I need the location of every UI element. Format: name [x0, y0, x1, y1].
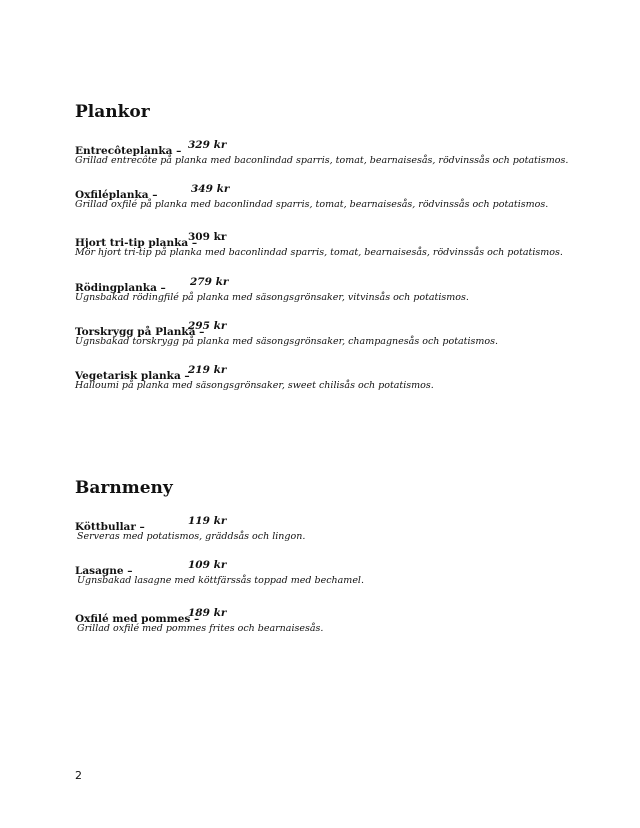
item-description: Grillad entrecôte på planka med baconlindad sparris, tomat, bearnaisesås, rödvinssås och potatismos. [75, 155, 569, 166]
menu-item-oxfile-med-pommes [75, 607, 620, 634]
item-description: Ugnsbakad lasagne med köttfärssås toppad med bechamel. [77, 575, 364, 586]
item-description: Ugnsbakad torskrygg på planka med säsongsgrönsaker, champagnesås och potatismos. [75, 336, 499, 347]
item-price: 189 kr [188, 607, 227, 619]
menu-item-vegetarisk-planka [75, 364, 620, 391]
menu-item-kottbullar [75, 515, 620, 542]
item-price: 219 kr [188, 364, 227, 376]
section-title-barnmeny: Barnmeny [75, 478, 173, 498]
item-price: 279 kr [190, 276, 229, 288]
item-name: Köttbullar – [75, 521, 145, 533]
item-name: Lasagne – [75, 565, 133, 577]
item-description: Serveras med potatismos, gräddsås och lingon. [77, 531, 306, 542]
item-description: Ugnsbakad rödingfilé på planka med säsongsgrönsaker, vitvinsås och potatismos. [75, 292, 469, 303]
item-description: Mör hjort tri-tip på planka med baconlindad sparris, tomat, bearnaisesås, rödvinssås och potatismos. [75, 247, 563, 258]
item-description: Grillad oxfilé med pommes frites och bearnaisesås. [77, 623, 324, 634]
page-number: 2 [75, 769, 82, 782]
item-price: 309 kr [188, 231, 227, 243]
menu-item-torskrygg-pa-planka [75, 320, 620, 347]
section-title-plankor: Plankor [75, 102, 150, 122]
item-name: Rödingplanka – [75, 282, 166, 294]
item-price: 349 kr [191, 183, 230, 195]
menu-item-oxfileplanka [75, 183, 620, 210]
item-name: Torskrygg på Planka – [75, 326, 205, 338]
item-price: 295 kr [188, 320, 227, 332]
menu-item-lasagne [75, 559, 620, 586]
item-name: Oxfilé med pommes – [75, 613, 200, 625]
item-price: 119 kr [188, 515, 227, 527]
item-description: Halloumi på planka med säsongsgrönsaker, sweet chilisås och potatismos. [75, 380, 434, 391]
item-price: 329 kr [188, 139, 227, 151]
menu-item-hjort-tri-tip-planka [75, 231, 620, 258]
item-name: Hjort tri-tip planka – [75, 237, 198, 249]
menu-item-entrecoteplanka [75, 139, 620, 166]
item-name: Entrecôteplanka – [75, 145, 182, 157]
item-name: Oxfiléplanka – [75, 189, 158, 201]
item-name: Vegetarisk planka – [75, 370, 190, 382]
item-price: 109 kr [188, 559, 227, 571]
menu-item-rodingplanka [75, 276, 620, 303]
item-description: Grillad oxfilé på planka med baconlindad sparris, tomat, bearnaisesås, rödvinssås och potatismos. [75, 199, 549, 210]
